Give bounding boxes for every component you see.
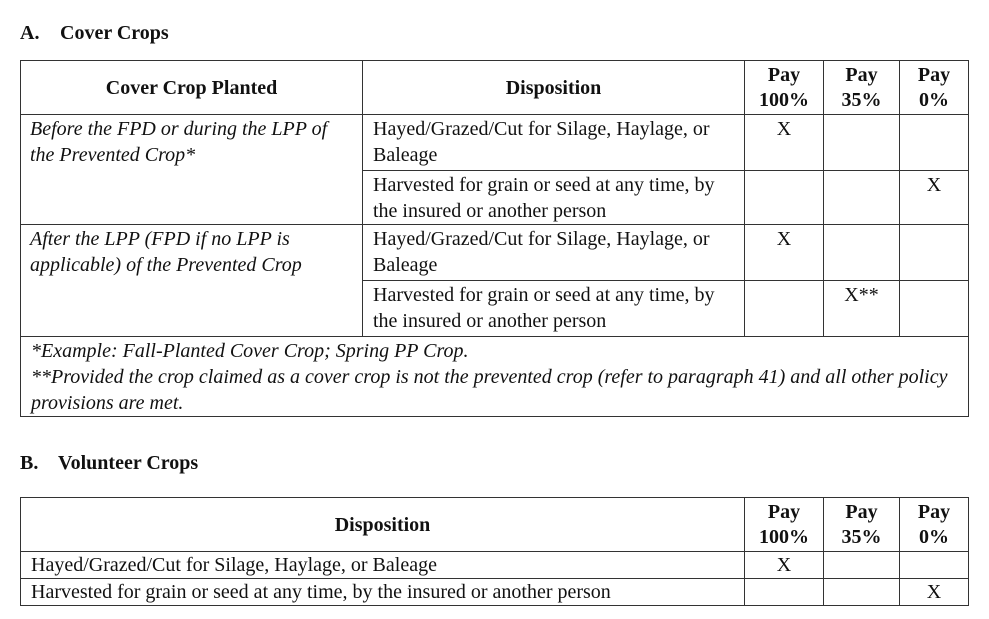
pay-35-cell <box>824 579 900 606</box>
header-pay-100 <box>745 61 824 115</box>
cover-crops-header-row <box>21 61 969 115</box>
pay-100-cell: X <box>745 225 824 281</box>
cover-crops-table <box>20 60 969 417</box>
header-pay-100-line2: 100% <box>759 525 809 548</box>
header-pay-35-line1: Pay <box>845 500 878 523</box>
table-row <box>21 579 969 606</box>
table-row <box>21 552 969 579</box>
header-pay-0 <box>900 61 969 115</box>
pay-100-cell <box>745 579 824 606</box>
header-pay-35 <box>824 61 900 115</box>
header-pay-100-line1: Pay <box>767 500 801 523</box>
header-pay-0-line2: 0% <box>919 88 949 111</box>
header-pay-100 <box>745 498 824 552</box>
pay-0-cell: X <box>900 579 969 606</box>
disposition-cell: Hayed/Grazed/Cut for Silage, Haylage, or Baleage <box>363 225 745 281</box>
section-b-letter: B. <box>20 452 39 474</box>
section-a-title: Cover Crops <box>60 22 169 44</box>
cover-crop-after-lpp: After the LPP (FPD if no LPP is applicable) of the Prevented Crop <box>21 225 363 337</box>
footnote-provided: **Provided the crop claimed as a cover crop is not the prevented crop (refer to paragraph 41) and all other policy provisions are met. <box>31 366 948 414</box>
pay-100-cell: X <box>745 552 824 579</box>
disposition-cell: Harvested for grain or seed at any time, by the insured or another person <box>363 171 745 225</box>
header-pay-0-line2: 0% <box>919 525 949 548</box>
disposition-cell: Hayed/Grazed/Cut for Silage, Haylage, or Baleage <box>21 552 745 579</box>
section-b-title: Volunteer Crops <box>58 452 199 474</box>
pay-35-cell <box>824 115 900 171</box>
volunteer-crops-header-row <box>21 498 969 552</box>
pay-0-cell <box>900 115 969 171</box>
table-row <box>21 115 969 171</box>
header-pay-0 <box>900 498 969 552</box>
header-pay-35 <box>824 498 900 552</box>
pay-0-cell: X <box>900 171 969 225</box>
header-pay-100-line2: 100% <box>759 88 809 111</box>
pay-100-cell: X <box>745 115 824 171</box>
pay-0-cell <box>900 281 969 337</box>
header-disposition: Disposition <box>21 498 745 552</box>
pay-35-cell: X** <box>824 281 900 337</box>
table-row <box>21 225 969 281</box>
header-pay-0-line1: Pay <box>917 63 951 86</box>
volunteer-crops-table <box>20 497 969 606</box>
disposition-cell: Harvested for grain or seed at any time, by the insured or another person <box>363 281 745 337</box>
disposition-cell: Hayed/Grazed/Cut for Silage, Haylage, or Baleage <box>363 115 745 171</box>
pay-35-cell <box>824 225 900 281</box>
footnotes-row <box>21 337 969 417</box>
footnotes <box>21 337 969 417</box>
pay-35-cell <box>824 171 900 225</box>
header-pay-35-line2: 35% <box>841 88 882 111</box>
pay-0-cell <box>900 225 969 281</box>
pay-100-cell <box>745 281 824 337</box>
section-a-letter: A. <box>20 22 40 44</box>
section-a-heading <box>20 22 169 45</box>
header-pay-35-line2: 35% <box>841 525 882 548</box>
header-cover-crop-planted: Cover Crop Planted <box>21 61 363 115</box>
header-pay-35-line1: Pay <box>845 63 878 86</box>
cover-crop-before-fpd: Before the FPD or during the LPP of the Prevented Crop* <box>21 115 363 225</box>
footnote-example: *Example: Fall-Planted Cover Crop; Spring PP Crop. <box>31 340 469 362</box>
pay-100-cell <box>745 171 824 225</box>
header-disposition: Disposition <box>363 61 745 115</box>
disposition-cell: Harvested for grain or seed at any time, by the insured or another person <box>21 579 745 606</box>
header-pay-0-line1: Pay <box>917 500 951 523</box>
pay-0-cell <box>900 552 969 579</box>
header-pay-100-line1: Pay <box>767 63 801 86</box>
pay-35-cell <box>824 552 900 579</box>
section-b-heading <box>20 452 198 475</box>
